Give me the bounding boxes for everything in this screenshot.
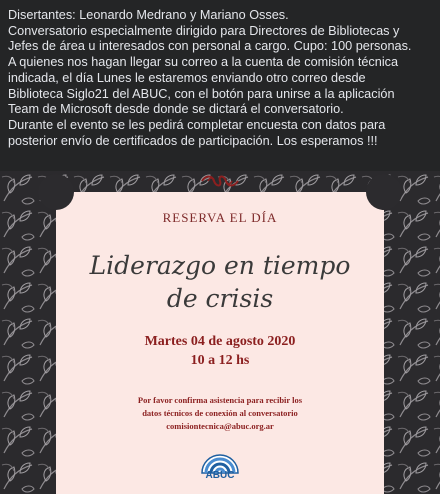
abuc-logo-icon: [196, 445, 244, 493]
abuc-logo-text: ABUC: [205, 470, 235, 481]
post-body-text: [8, 8, 436, 149]
post-line: Team de Microsoft desde donde se dictará el conversatorio.: [8, 102, 344, 117]
rsvp-note-line1: Por favor confirma asistencia para recibir los: [137, 395, 303, 405]
post-line: posterior envío de certificados de participación. Los esperamos !!!: [8, 133, 378, 148]
post-line: Disertantes: Leonardo Medrano y Mariano Osses.: [8, 8, 289, 22]
post-line: Conversatorio especialmente dirigido para Directores de Bibliotecas y: [8, 23, 400, 38]
reserve-label: RESERVA EL DÍA: [162, 210, 278, 225]
contact-email: comisiontecnica@abuc.org.ar: [166, 421, 274, 431]
card-corner: [38, 174, 74, 210]
rsvp-note-line2: datos técnicos de conexión al conversatorio: [142, 408, 298, 418]
post-line: indicada, el día Lunes le estaremos enviando otro correo desde: [8, 70, 366, 85]
post-line: Biblioteca Siglo21 del ABUC, con el botón para unirse a la aplicación: [8, 86, 395, 101]
event-hours: 10 a 12 hs: [190, 353, 250, 368]
event-title-line1: Liderazgo en tiempo: [89, 251, 351, 280]
post-line: A quienes nos hagan llegar su correo a la cuenta de comisión técnica: [8, 55, 399, 70]
event-flyer-image[interactable]: [0, 171, 440, 494]
post-line: Jefes de área u interesados con personal a cargo. Cupo: 100 personas.: [8, 39, 412, 54]
post-line: Durante el evento se les pedirá completar encuesta con datos para: [8, 117, 386, 132]
event-title-line2: de crisis: [166, 284, 274, 313]
card-corner: [366, 174, 402, 210]
ornament-icon: [200, 175, 240, 187]
event-date: Martes 04 de agosto 2020: [144, 334, 296, 349]
